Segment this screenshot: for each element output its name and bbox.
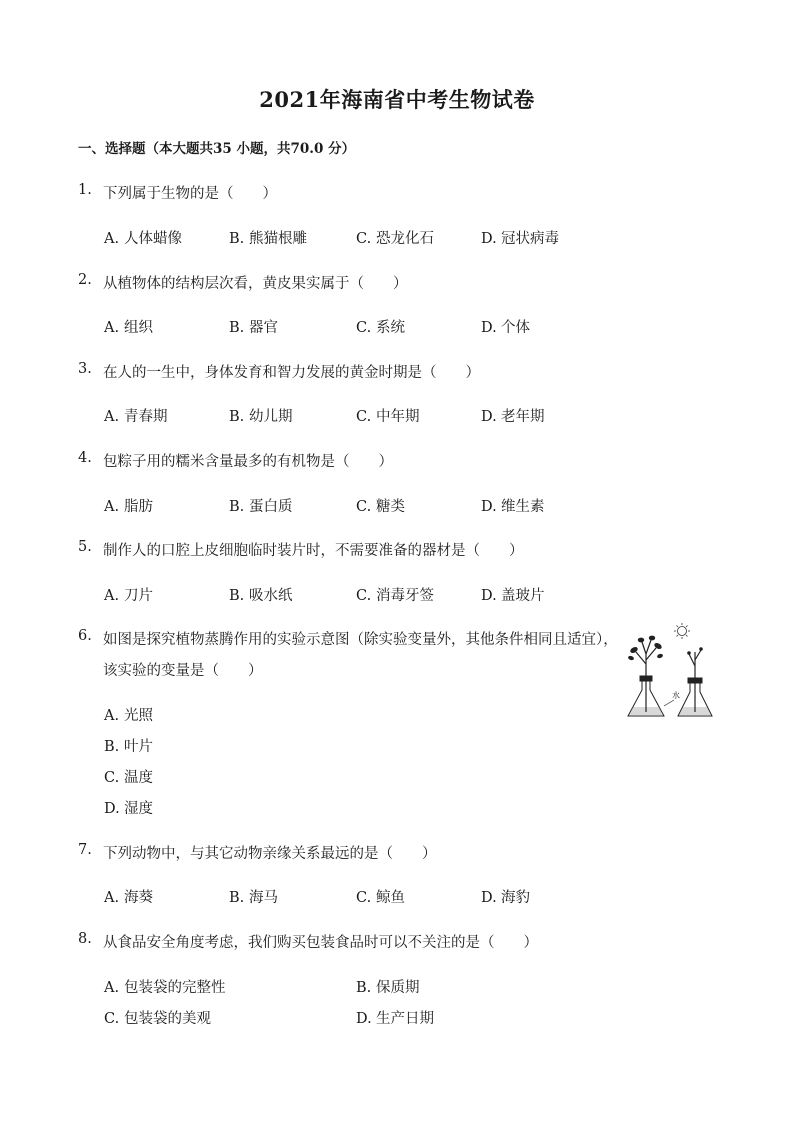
option-text: 生产日期 — [376, 1011, 434, 1027]
section-heading: 一、选择题（本大题共35 小题，共70.0 分） — [78, 141, 356, 157]
option-label: C. — [104, 770, 120, 786]
question-text: 如图是探究植物蒸腾作用的实验示意图（除实验变量外，其他条件相同且适宜）， — [103, 632, 618, 648]
option-label: A. — [104, 980, 120, 996]
options-row — [104, 1007, 724, 1027]
option-text: 中年期 — [376, 409, 420, 425]
option-text: 冠状病毒 — [501, 231, 559, 247]
option-a — [104, 584, 153, 605]
option-text: 吸水纸 — [249, 588, 293, 604]
option-label: C. — [356, 499, 372, 515]
option-label: C. — [356, 320, 372, 336]
option-text: 人体蜡像 — [124, 231, 182, 247]
option-b — [229, 495, 293, 516]
option-text: 脂肪 — [124, 499, 153, 515]
option-text: 组织 — [124, 320, 153, 336]
option-c — [356, 405, 420, 426]
option-label: B. — [229, 320, 245, 336]
option-text: 熊猫根雕 — [249, 231, 307, 247]
option-label: B. — [229, 499, 245, 515]
option-text: 消毒牙签 — [376, 588, 434, 604]
options-row — [104, 316, 724, 336]
option-label: D. — [481, 499, 497, 515]
option-label: D. — [481, 890, 497, 906]
option-a — [104, 227, 182, 248]
option-text: 蛋白质 — [249, 499, 293, 515]
option-d — [104, 797, 724, 817]
label-leader-line — [664, 700, 674, 706]
option-b — [104, 735, 724, 755]
option-label: A. — [104, 499, 120, 515]
option-text: 系统 — [376, 320, 405, 336]
question-number: 7. — [78, 842, 92, 858]
option-label: C. — [104, 1011, 120, 1027]
question-number: 4. — [78, 450, 92, 466]
paper-title: 2021年海南省中考生物试卷 — [259, 87, 535, 112]
option-d — [481, 227, 559, 248]
option-text: 包装袋的完整性 — [124, 980, 226, 996]
option-a — [104, 495, 153, 516]
question-text: 在人的一生中，身体发育和智力发展的黄金时期是（ ） — [103, 365, 480, 381]
option-label: A. — [104, 890, 120, 906]
option-text: 叶片 — [124, 739, 153, 755]
option-c — [356, 584, 434, 605]
option-a — [104, 886, 153, 907]
transpiration-experiment-figure — [620, 620, 724, 724]
option-c — [356, 316, 405, 337]
option-b — [229, 405, 293, 426]
option-text: 盖玻片 — [501, 588, 545, 604]
options-row — [104, 584, 724, 604]
option-text: 海豹 — [501, 890, 530, 906]
option-d — [481, 316, 530, 337]
question-text: 下列属于生物的是（ ） — [103, 186, 277, 202]
option-label: A. — [104, 231, 120, 247]
option-label: B. — [229, 890, 245, 906]
option-label: D. — [104, 801, 120, 817]
options-row — [104, 976, 724, 996]
option-label: C. — [356, 890, 372, 906]
option-text: 恐龙化石 — [376, 231, 434, 247]
option-c — [356, 886, 405, 907]
options-row — [104, 227, 724, 247]
option-label: A. — [104, 320, 120, 336]
option-c — [104, 1007, 211, 1028]
option-label: B. — [229, 409, 245, 425]
option-b — [229, 227, 307, 248]
option-text: 光照 — [124, 708, 153, 724]
options-row — [104, 495, 724, 515]
option-label: A. — [104, 409, 120, 425]
options-row — [104, 886, 724, 906]
option-label: D. — [481, 320, 497, 336]
option-b — [356, 976, 420, 997]
question-text: 从食品安全角度考虑，我们购买包装食品时可以不关注的是（ ） — [103, 935, 538, 951]
option-text: 维生素 — [501, 499, 545, 515]
question-text: 从植物体的结构层次看，黄皮果实属于（ ） — [103, 276, 408, 292]
option-text: 青春期 — [124, 409, 168, 425]
option-text: 糖类 — [376, 499, 405, 515]
left-plant — [636, 640, 656, 712]
option-text: 鲸鱼 — [376, 890, 405, 906]
question-number: 2. — [78, 272, 92, 288]
option-label: C. — [356, 588, 372, 604]
option-label: A. — [104, 708, 120, 724]
option-c — [104, 766, 724, 786]
option-text: 器官 — [249, 320, 278, 336]
question-text: 制作人的口腔上皮细胞临时装片时，不需要准备的器材是（ ） — [103, 543, 524, 559]
option-label: B. — [229, 588, 245, 604]
option-text: 幼儿期 — [249, 409, 293, 425]
water-label: 水 — [672, 691, 680, 700]
option-text: 海马 — [249, 890, 278, 906]
option-label: D. — [481, 588, 497, 604]
question-text: 包粽子用的糯米含量最多的有机物是（ ） — [103, 454, 393, 470]
option-a — [104, 976, 226, 997]
option-text: 湿度 — [124, 801, 153, 817]
option-c — [356, 495, 405, 516]
option-b — [229, 886, 278, 907]
option-d — [481, 886, 530, 907]
option-d — [356, 1007, 434, 1028]
option-text: 保质期 — [376, 980, 420, 996]
option-label: B. — [229, 231, 245, 247]
options-row — [104, 405, 724, 425]
option-label: B. — [104, 739, 120, 755]
option-label: A. — [104, 588, 120, 604]
option-d — [481, 584, 545, 605]
question-text-continued: 该实验的变量是（ ） — [103, 663, 263, 679]
option-label: C. — [356, 409, 372, 425]
sun-icon — [674, 623, 690, 639]
question-number: 5. — [78, 539, 92, 555]
option-text: 个体 — [501, 320, 530, 336]
option-a — [104, 316, 153, 337]
question-number: 8. — [78, 931, 92, 947]
option-label: D. — [481, 231, 497, 247]
option-label: D. — [481, 409, 497, 425]
option-label: C. — [356, 231, 372, 247]
option-c — [356, 227, 434, 248]
option-a — [104, 405, 168, 426]
option-text: 温度 — [124, 770, 153, 786]
question-text: 下列动物中，与其它动物亲缘关系最远的是（ ） — [103, 846, 437, 862]
option-b — [229, 584, 293, 605]
option-label: B. — [356, 980, 372, 996]
option-text: 老年期 — [501, 409, 545, 425]
option-text: 包装袋的美观 — [124, 1011, 211, 1027]
question-number: 3. — [78, 361, 92, 377]
experiment-illustration — [620, 620, 724, 724]
option-text: 刀片 — [124, 588, 153, 604]
option-d — [481, 495, 545, 516]
option-b — [229, 316, 278, 337]
question-number: 1. — [78, 182, 92, 198]
question-number: 6. — [78, 628, 92, 644]
option-label: D. — [356, 1011, 372, 1027]
option-d — [481, 405, 545, 426]
option-text: 海葵 — [124, 890, 153, 906]
